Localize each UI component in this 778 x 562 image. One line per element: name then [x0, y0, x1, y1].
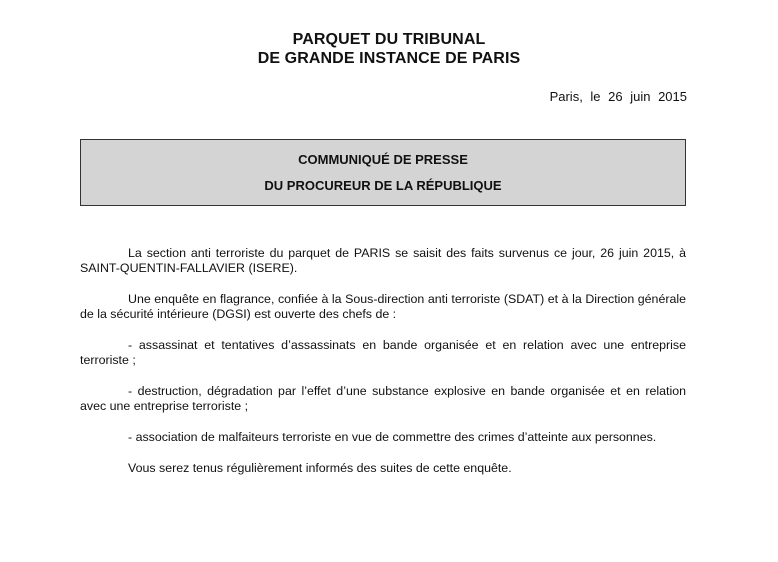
- press-release-title: COMMUNIQUÉ DE PRESSE: [298, 152, 468, 167]
- paragraph-chef-assassinat: - assassinat et tentatives d’assassinats en bande organisée et en relation avec une entreprise terroriste ;: [80, 338, 686, 367]
- document-body: [80, 246, 686, 492]
- document-header: [0, 30, 778, 68]
- paragraph-enquete: Une enquête en flagrance, confiée à la Sous-direction anti terroriste (SDAT) et à la Direction générale de la sécurité intérieure (DGSI) est ouverte des chefs de :: [80, 292, 686, 321]
- header-line-2: DE GRANDE INSTANCE DE PARIS: [257, 50, 521, 67]
- paragraph-chef-association: - association de malfaiteurs terroriste en vue de commettre des crimes d’atteinte aux personnes.: [128, 430, 657, 444]
- press-release-title-box: [80, 139, 686, 206]
- paragraph-chef-destruction: - destruction, dégradation par l’effet d’une substance explosive en bande organisée et en relation avec une entreprise terroriste ;: [80, 384, 686, 413]
- press-release-subtitle: DU PROCUREUR DE LA RÉPUBLIQUE: [264, 178, 502, 193]
- header-line-1: PARQUET DU TRIBUNAL: [292, 31, 486, 48]
- paragraph-saisine: La section anti terroriste du parquet de PARIS se saisit des faits survenus ce jour, 26 juin 2015, à SAINT-QUENTIN-FALLAVIER (ISERE).: [80, 246, 686, 275]
- paragraph-suites: Vous serez tenus régulièrement informés des suites de cette enquête.: [128, 461, 512, 475]
- document-date: Paris, le 26 juin 2015: [549, 89, 687, 104]
